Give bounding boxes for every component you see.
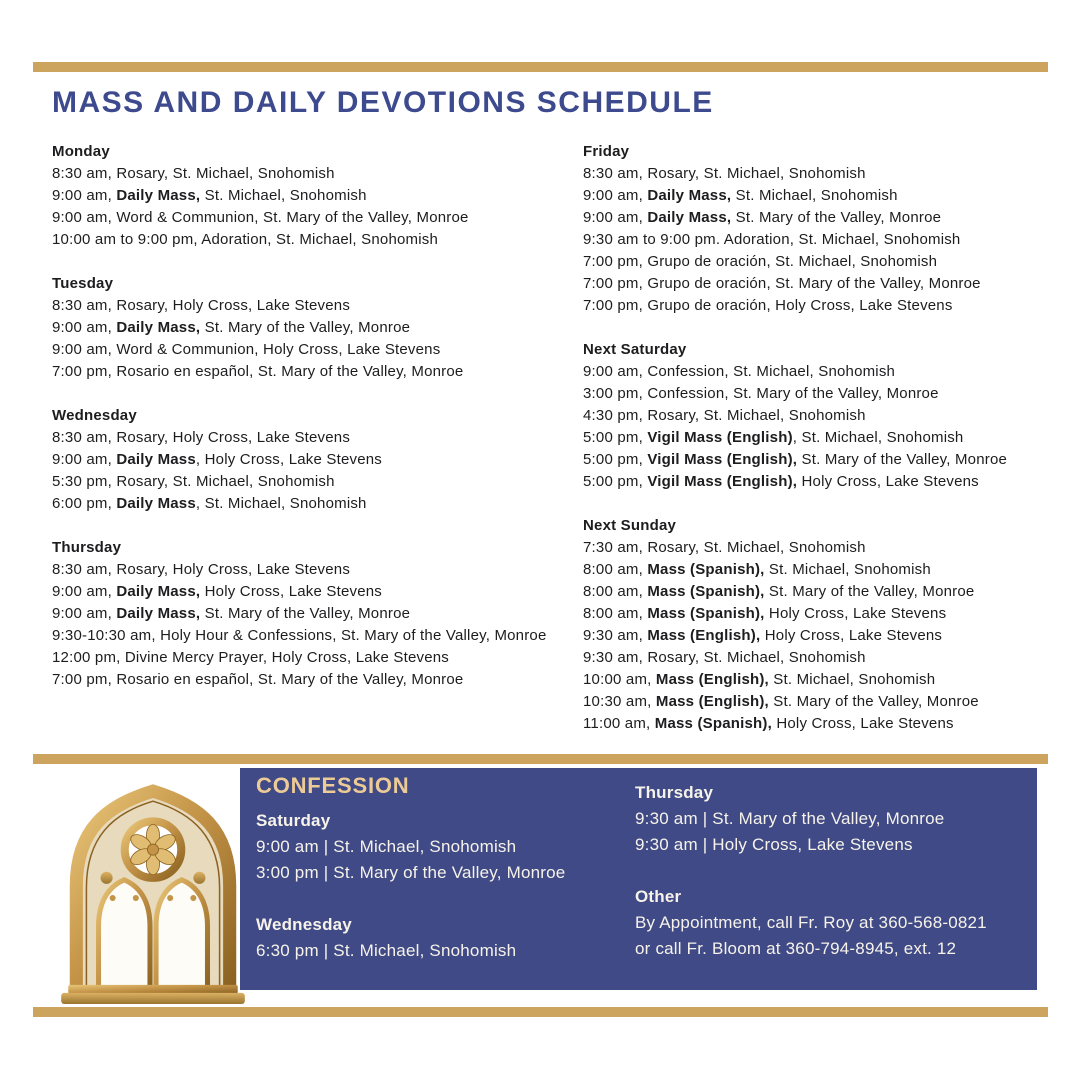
confession-column-left [256, 808, 636, 990]
day-section [256, 808, 636, 886]
schedule-column-left [52, 141, 572, 713]
day-section [52, 537, 572, 691]
schedule-line: 7:00 pm, Grupo de oración, Holy Cross, Lake Stevens [583, 297, 953, 314]
schedule-line: 6:00 pm, Daily Mass, St. Michael, Snohomish [52, 495, 367, 512]
day-section [52, 273, 572, 383]
schedule-line: 12:00 pm, Divine Mercy Prayer, Holy Cross, Lake Stevens [52, 649, 449, 666]
day-section [635, 780, 1025, 858]
schedule-line: 9:30-10:30 am, Holy Hour & Confessions, St. Mary of the Valley, Monroe [52, 627, 547, 644]
day-section [256, 912, 636, 964]
schedule-line: 8:30 am, Rosary, Holy Cross, Lake Stevens [52, 429, 351, 446]
day-section [635, 884, 1025, 962]
schedule-line: 5:00 pm, Vigil Mass (English), St. Michael, Snohomish [583, 429, 964, 446]
schedule-line: 3:00 pm, Confession, St. Mary of the Valley, Monroe [583, 385, 939, 402]
day-section [583, 515, 1063, 735]
schedule-line: 10:00 am, Mass (English), St. Michael, Snohomish [583, 671, 936, 688]
schedule-line: By Appointment, call Fr. Roy at 360-568-0821 [635, 913, 987, 932]
schedule-line: 9:30 am | Holy Cross, Lake Stevens [635, 835, 913, 854]
schedule-line: 5:00 pm, Vigil Mass (English), St. Mary of the Valley, Monroe [583, 451, 1008, 468]
schedule-line: 9:00 am | St. Michael, Snohomish [256, 837, 517, 856]
schedule-line: 6:30 pm | St. Michael, Snohomish [256, 941, 517, 960]
schedule-line: 9:00 am, Daily Mass, St. Mary of the Valley, Monroe [52, 319, 411, 336]
day-heading: Saturday [256, 811, 331, 830]
day-heading: Next Saturday [583, 341, 687, 358]
schedule-line: 8:30 am, Rosary, Holy Cross, Lake Stevens [52, 561, 351, 578]
schedule-line: 9:00 am, Word & Communion, Holy Cross, Lake Stevens [52, 341, 441, 358]
day-section [52, 141, 572, 251]
day-heading: Wednesday [52, 407, 137, 424]
page-title: MASS AND DAILY DEVOTIONS SCHEDULE [52, 86, 714, 119]
confession-heading: CONFESSION [256, 773, 410, 798]
schedule-line: 8:30 am, Rosary, Holy Cross, Lake Stevens [52, 297, 351, 314]
schedule-line: 9:30 am, Rosary, St. Michael, Snohomish [583, 649, 866, 666]
schedule-line: 7:00 pm, Grupo de oración, St. Michael, Snohomish [583, 253, 938, 270]
schedule-line: 4:30 pm, Rosary, St. Michael, Snohomish [583, 407, 866, 424]
day-heading: Next Sunday [583, 517, 677, 534]
schedule-column-right [583, 141, 1063, 757]
schedule-line: 8:00 am, Mass (Spanish), Holy Cross, Lake Stevens [583, 605, 947, 622]
day-heading: Thursday [635, 783, 714, 802]
schedule-line: 9:00 am, Daily Mass, St. Michael, Snohomish [583, 187, 898, 204]
schedule-line: 8:30 am, Rosary, St. Michael, Snohomish [52, 165, 335, 182]
schedule-line: 7:00 pm, Rosario en español, St. Mary of the Valley, Monroe [52, 671, 464, 688]
day-heading: Friday [583, 143, 630, 160]
schedule-line: 9:30 am, Mass (English), Holy Cross, Lake Stevens [583, 627, 943, 644]
schedule-line: 11:00 am, Mass (Spanish), Holy Cross, Lake Stevens [583, 715, 954, 732]
schedule-line: 7:00 pm, Grupo de oración, St. Mary of the Valley, Monroe [583, 275, 981, 292]
day-heading: Wednesday [256, 915, 352, 934]
schedule-line: 9:00 am, Daily Mass, Holy Cross, Lake Stevens [52, 583, 383, 600]
schedule-line: 10:30 am, Mass (English), St. Mary of the Valley, Monroe [583, 693, 979, 710]
schedule-line: 9:00 am, Daily Mass, Holy Cross, Lake Stevens [52, 451, 382, 468]
day-heading: Other [635, 887, 682, 906]
gothic-window-icon [56, 781, 250, 1005]
schedule-line: 9:30 am to 9:00 pm. Adoration, St. Michael, Snohomish [583, 231, 961, 248]
schedule-line: 7:00 pm, Rosario en español, St. Mary of the Valley, Monroe [52, 363, 464, 380]
day-heading: Monday [52, 143, 110, 160]
day-heading: Thursday [52, 539, 122, 556]
schedule-line: 8:00 am, Mass (Spanish), St. Michael, Snohomish [583, 561, 931, 578]
schedule-line: 8:30 am, Rosary, St. Michael, Snohomish [583, 165, 866, 182]
schedule-line: 7:30 am, Rosary, St. Michael, Snohomish [583, 539, 866, 556]
schedule-line: or call Fr. Bloom at 360-794-8945, ext. 12 [635, 939, 957, 958]
day-section [52, 405, 572, 515]
schedule-line: 9:00 am, Daily Mass, St. Mary of the Valley, Monroe [583, 209, 942, 226]
gold-divider-middle [33, 754, 1048, 764]
schedule-line: 5:00 pm, Vigil Mass (English), Holy Cross, Lake Stevens [583, 473, 979, 490]
schedule-line: 9:00 am, Confession, St. Michael, Snohomish [583, 363, 896, 380]
schedule-line: 8:00 am, Mass (Spanish), St. Mary of the Valley, Monroe [583, 583, 975, 600]
schedule-line: 9:30 am | St. Mary of the Valley, Monroe [635, 809, 945, 828]
day-heading: Tuesday [52, 275, 114, 292]
schedule-line: 10:00 am to 9:00 pm, Adoration, St. Michael, Snohomish [52, 231, 439, 248]
confession-column-right [635, 780, 1025, 988]
schedule-line: 9:00 am, Daily Mass, St. Michael, Snohomish [52, 187, 367, 204]
gold-divider-top [33, 62, 1048, 72]
day-section [583, 339, 1063, 493]
schedule-line: 5:30 pm, Rosary, St. Michael, Snohomish [52, 473, 335, 490]
schedule-line: 9:00 am, Daily Mass, St. Mary of the Valley, Monroe [52, 605, 411, 622]
schedule-line: 3:00 pm | St. Mary of the Valley, Monroe [256, 863, 566, 882]
day-section [583, 141, 1063, 317]
schedule-line: 9:00 am, Word & Communion, St. Mary of the Valley, Monroe [52, 209, 469, 226]
gold-divider-bottom [33, 1007, 1048, 1017]
confession-panel [240, 768, 1037, 990]
